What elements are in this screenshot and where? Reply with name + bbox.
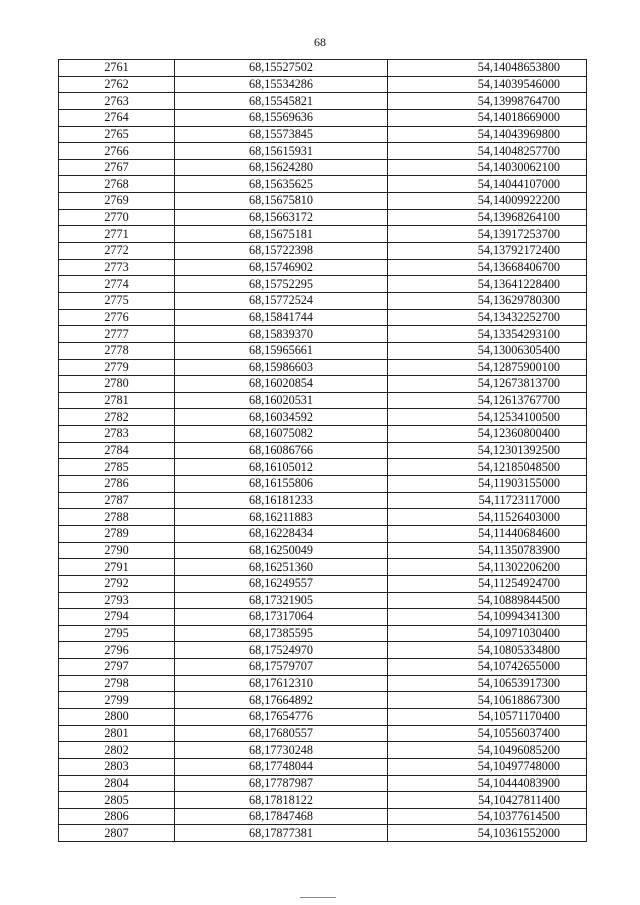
table-row <box>59 525 587 542</box>
coordinates-table-body <box>59 60 587 842</box>
longitude-cell: 68,15722398 <box>175 243 388 260</box>
point-number-cell: 2764 <box>59 109 175 126</box>
longitude-cell: 68,16211883 <box>175 509 388 526</box>
latitude-cell: 54,14030062100 <box>388 159 587 176</box>
table-row <box>59 442 587 459</box>
longitude-cell: 68,17524970 <box>175 642 388 659</box>
latitude-cell: 54,14044107000 <box>388 176 587 193</box>
table-row <box>59 559 587 576</box>
point-number-cell: 2762 <box>59 76 175 93</box>
latitude-cell: 54,14018669000 <box>388 109 587 126</box>
table-row <box>59 376 587 393</box>
table-row <box>59 575 587 592</box>
table-row <box>59 159 587 176</box>
latitude-cell: 54,13917253700 <box>388 226 587 243</box>
longitude-cell: 68,17612310 <box>175 675 388 692</box>
longitude-cell: 68,16075082 <box>175 426 388 443</box>
latitude-cell: 54,11526403000 <box>388 509 587 526</box>
table-row <box>59 76 587 93</box>
latitude-cell: 54,10497748000 <box>388 758 587 775</box>
longitude-cell: 68,15573845 <box>175 126 388 143</box>
longitude-cell: 68,15569636 <box>175 109 388 126</box>
latitude-cell: 54,10444083900 <box>388 775 587 792</box>
longitude-cell: 68,15965661 <box>175 342 388 359</box>
point-number-cell: 2763 <box>59 93 175 110</box>
table-row <box>59 509 587 526</box>
table-row <box>59 209 587 226</box>
longitude-cell: 68,15615931 <box>175 143 388 160</box>
table-row <box>59 692 587 709</box>
point-number-cell: 2780 <box>59 376 175 393</box>
point-number-cell: 2778 <box>59 342 175 359</box>
table-row <box>59 542 587 559</box>
point-number-cell: 2772 <box>59 243 175 260</box>
latitude-cell: 54,13354293100 <box>388 326 587 343</box>
table-row <box>59 609 587 626</box>
point-number-cell: 2769 <box>59 193 175 210</box>
latitude-cell: 54,14039546000 <box>388 76 587 93</box>
longitude-cell: 68,17818122 <box>175 792 388 809</box>
point-number-cell: 2774 <box>59 276 175 293</box>
point-number-cell: 2804 <box>59 775 175 792</box>
latitude-cell: 54,10653917300 <box>388 675 587 692</box>
latitude-cell: 54,11302206200 <box>388 559 587 576</box>
longitude-cell: 68,17321905 <box>175 592 388 609</box>
longitude-cell: 68,16105012 <box>175 459 388 476</box>
point-number-cell: 2786 <box>59 476 175 493</box>
point-number-cell: 2782 <box>59 409 175 426</box>
table-row <box>59 126 587 143</box>
table-row <box>59 409 587 426</box>
longitude-cell: 68,17787987 <box>175 775 388 792</box>
longitude-cell: 68,15772524 <box>175 292 388 309</box>
longitude-cell: 68,16251360 <box>175 559 388 576</box>
longitude-cell: 68,15635625 <box>175 176 388 193</box>
table-row <box>59 193 587 210</box>
point-number-cell: 2806 <box>59 808 175 825</box>
point-number-cell: 2792 <box>59 575 175 592</box>
point-number-cell: 2785 <box>59 459 175 476</box>
longitude-cell: 68,15527502 <box>175 60 388 77</box>
point-number-cell: 2761 <box>59 60 175 77</box>
table-row <box>59 259 587 276</box>
table-row <box>59 276 587 293</box>
longitude-cell: 68,17654776 <box>175 708 388 725</box>
longitude-cell: 68,17664892 <box>175 692 388 709</box>
point-number-cell: 2790 <box>59 542 175 559</box>
longitude-cell: 68,16034592 <box>175 409 388 426</box>
longitude-cell: 68,16086766 <box>175 442 388 459</box>
latitude-cell: 54,10361552000 <box>388 825 587 842</box>
longitude-cell: 68,16155806 <box>175 476 388 493</box>
table-row <box>59 792 587 809</box>
latitude-cell: 54,13998764700 <box>388 93 587 110</box>
longitude-cell: 68,15746902 <box>175 259 388 276</box>
table-row <box>59 426 587 443</box>
latitude-cell: 54,11903155000 <box>388 476 587 493</box>
latitude-cell: 54,13668406700 <box>388 259 587 276</box>
longitude-cell: 68,15986603 <box>175 359 388 376</box>
latitude-cell: 54,10571170400 <box>388 708 587 725</box>
longitude-cell: 68,17748044 <box>175 758 388 775</box>
latitude-cell: 54,12875900100 <box>388 359 587 376</box>
longitude-cell: 68,16020531 <box>175 392 388 409</box>
table-row <box>59 309 587 326</box>
table-row <box>59 359 587 376</box>
longitude-cell: 68,15624280 <box>175 159 388 176</box>
table-row <box>59 825 587 842</box>
longitude-cell: 68,17847468 <box>175 808 388 825</box>
latitude-cell: 54,14048653800 <box>388 60 587 77</box>
table-row <box>59 226 587 243</box>
table-row <box>59 143 587 160</box>
longitude-cell: 68,16020854 <box>175 376 388 393</box>
table-row <box>59 342 587 359</box>
longitude-cell: 68,16228434 <box>175 525 388 542</box>
longitude-cell: 68,15675181 <box>175 226 388 243</box>
longitude-cell: 68,15545821 <box>175 93 388 110</box>
latitude-cell: 54,12185048500 <box>388 459 587 476</box>
point-number-cell: 2805 <box>59 792 175 809</box>
longitude-cell: 68,15534286 <box>175 76 388 93</box>
table-row <box>59 808 587 825</box>
table-row <box>59 476 587 493</box>
point-number-cell: 2766 <box>59 143 175 160</box>
longitude-cell: 68,17730248 <box>175 742 388 759</box>
table-row <box>59 292 587 309</box>
point-number-cell: 2770 <box>59 209 175 226</box>
latitude-cell: 54,10742655000 <box>388 659 587 676</box>
latitude-cell: 54,10427811400 <box>388 792 587 809</box>
longitude-cell: 68,16181233 <box>175 492 388 509</box>
latitude-cell: 54,11254924700 <box>388 575 587 592</box>
latitude-cell: 54,12534100500 <box>388 409 587 426</box>
table-row <box>59 642 587 659</box>
longitude-cell: 68,17579707 <box>175 659 388 676</box>
point-number-cell: 2794 <box>59 609 175 626</box>
latitude-cell: 54,12301392500 <box>388 442 587 459</box>
point-number-cell: 2767 <box>59 159 175 176</box>
point-number-cell: 2802 <box>59 742 175 759</box>
longitude-cell: 68,16250049 <box>175 542 388 559</box>
table-row <box>59 392 587 409</box>
latitude-cell: 54,12613767700 <box>388 392 587 409</box>
latitude-cell: 54,13432252700 <box>388 309 587 326</box>
point-number-cell: 2776 <box>59 309 175 326</box>
point-number-cell: 2788 <box>59 509 175 526</box>
table-row <box>59 742 587 759</box>
latitude-cell: 54,13006305400 <box>388 342 587 359</box>
longitude-cell: 68,17680557 <box>175 725 388 742</box>
table-row <box>59 758 587 775</box>
point-number-cell: 2789 <box>59 525 175 542</box>
longitude-cell: 68,15839370 <box>175 326 388 343</box>
point-number-cell: 2803 <box>59 758 175 775</box>
latitude-cell: 54,13629780300 <box>388 292 587 309</box>
point-number-cell: 2807 <box>59 825 175 842</box>
latitude-cell: 54,14009922200 <box>388 193 587 210</box>
table-row <box>59 659 587 676</box>
point-number-cell: 2796 <box>59 642 175 659</box>
longitude-cell: 68,15841744 <box>175 309 388 326</box>
point-number-cell: 2791 <box>59 559 175 576</box>
point-number-cell: 2799 <box>59 692 175 709</box>
point-number-cell: 2798 <box>59 675 175 692</box>
latitude-cell: 54,11350783900 <box>388 542 587 559</box>
point-number-cell: 2793 <box>59 592 175 609</box>
longitude-cell: 68,15663172 <box>175 209 388 226</box>
point-number-cell: 2795 <box>59 625 175 642</box>
latitude-cell: 54,11440684600 <box>388 525 587 542</box>
longitude-cell: 68,17385595 <box>175 625 388 642</box>
latitude-cell: 54,14048257700 <box>388 143 587 160</box>
point-number-cell: 2773 <box>59 259 175 276</box>
latitude-cell: 54,14043969800 <box>388 126 587 143</box>
latitude-cell: 54,13641228400 <box>388 276 587 293</box>
longitude-cell: 68,17877381 <box>175 825 388 842</box>
latitude-cell: 54,10618867300 <box>388 692 587 709</box>
coordinates-table <box>58 59 587 842</box>
latitude-cell: 54,11723117000 <box>388 492 587 509</box>
table-row <box>59 592 587 609</box>
table-row <box>59 459 587 476</box>
latitude-cell: 54,12360800400 <box>388 426 587 443</box>
point-number-cell: 2765 <box>59 126 175 143</box>
latitude-cell: 54,13968264100 <box>388 209 587 226</box>
point-number-cell: 2801 <box>59 725 175 742</box>
latitude-cell: 54,10556037400 <box>388 725 587 742</box>
page-number: 68 <box>314 35 326 49</box>
table-row <box>59 60 587 77</box>
table-row <box>59 176 587 193</box>
latitude-cell: 54,10971030400 <box>388 625 587 642</box>
point-number-cell: 2784 <box>59 442 175 459</box>
table-row <box>59 775 587 792</box>
table-row <box>59 109 587 126</box>
table-row <box>59 675 587 692</box>
longitude-cell: 68,15752295 <box>175 276 388 293</box>
point-number-cell: 2797 <box>59 659 175 676</box>
point-number-cell: 2775 <box>59 292 175 309</box>
table-row <box>59 243 587 260</box>
point-number-cell: 2779 <box>59 359 175 376</box>
longitude-cell: 68,17317064 <box>175 609 388 626</box>
point-number-cell: 2777 <box>59 326 175 343</box>
latitude-cell: 54,13792172400 <box>388 243 587 260</box>
table-row <box>59 326 587 343</box>
table-row <box>59 492 587 509</box>
point-number-cell: 2771 <box>59 226 175 243</box>
latitude-cell: 54,10496085200 <box>388 742 587 759</box>
latitude-cell: 54,12673813700 <box>388 376 587 393</box>
table-row <box>59 93 587 110</box>
table-row <box>59 725 587 742</box>
table-row <box>59 708 587 725</box>
point-number-cell: 2781 <box>59 392 175 409</box>
point-number-cell: 2768 <box>59 176 175 193</box>
latitude-cell: 54,10889844500 <box>388 592 587 609</box>
latitude-cell: 54,10994341300 <box>388 609 587 626</box>
latitude-cell: 54,10805334800 <box>388 642 587 659</box>
point-number-cell: 2783 <box>59 426 175 443</box>
footer-divider <box>300 897 336 898</box>
longitude-cell: 68,15675810 <box>175 193 388 210</box>
latitude-cell: 54,10377614500 <box>388 808 587 825</box>
longitude-cell: 68,16249557 <box>175 575 388 592</box>
point-number-cell: 2800 <box>59 708 175 725</box>
table-row <box>59 625 587 642</box>
point-number-cell: 2787 <box>59 492 175 509</box>
